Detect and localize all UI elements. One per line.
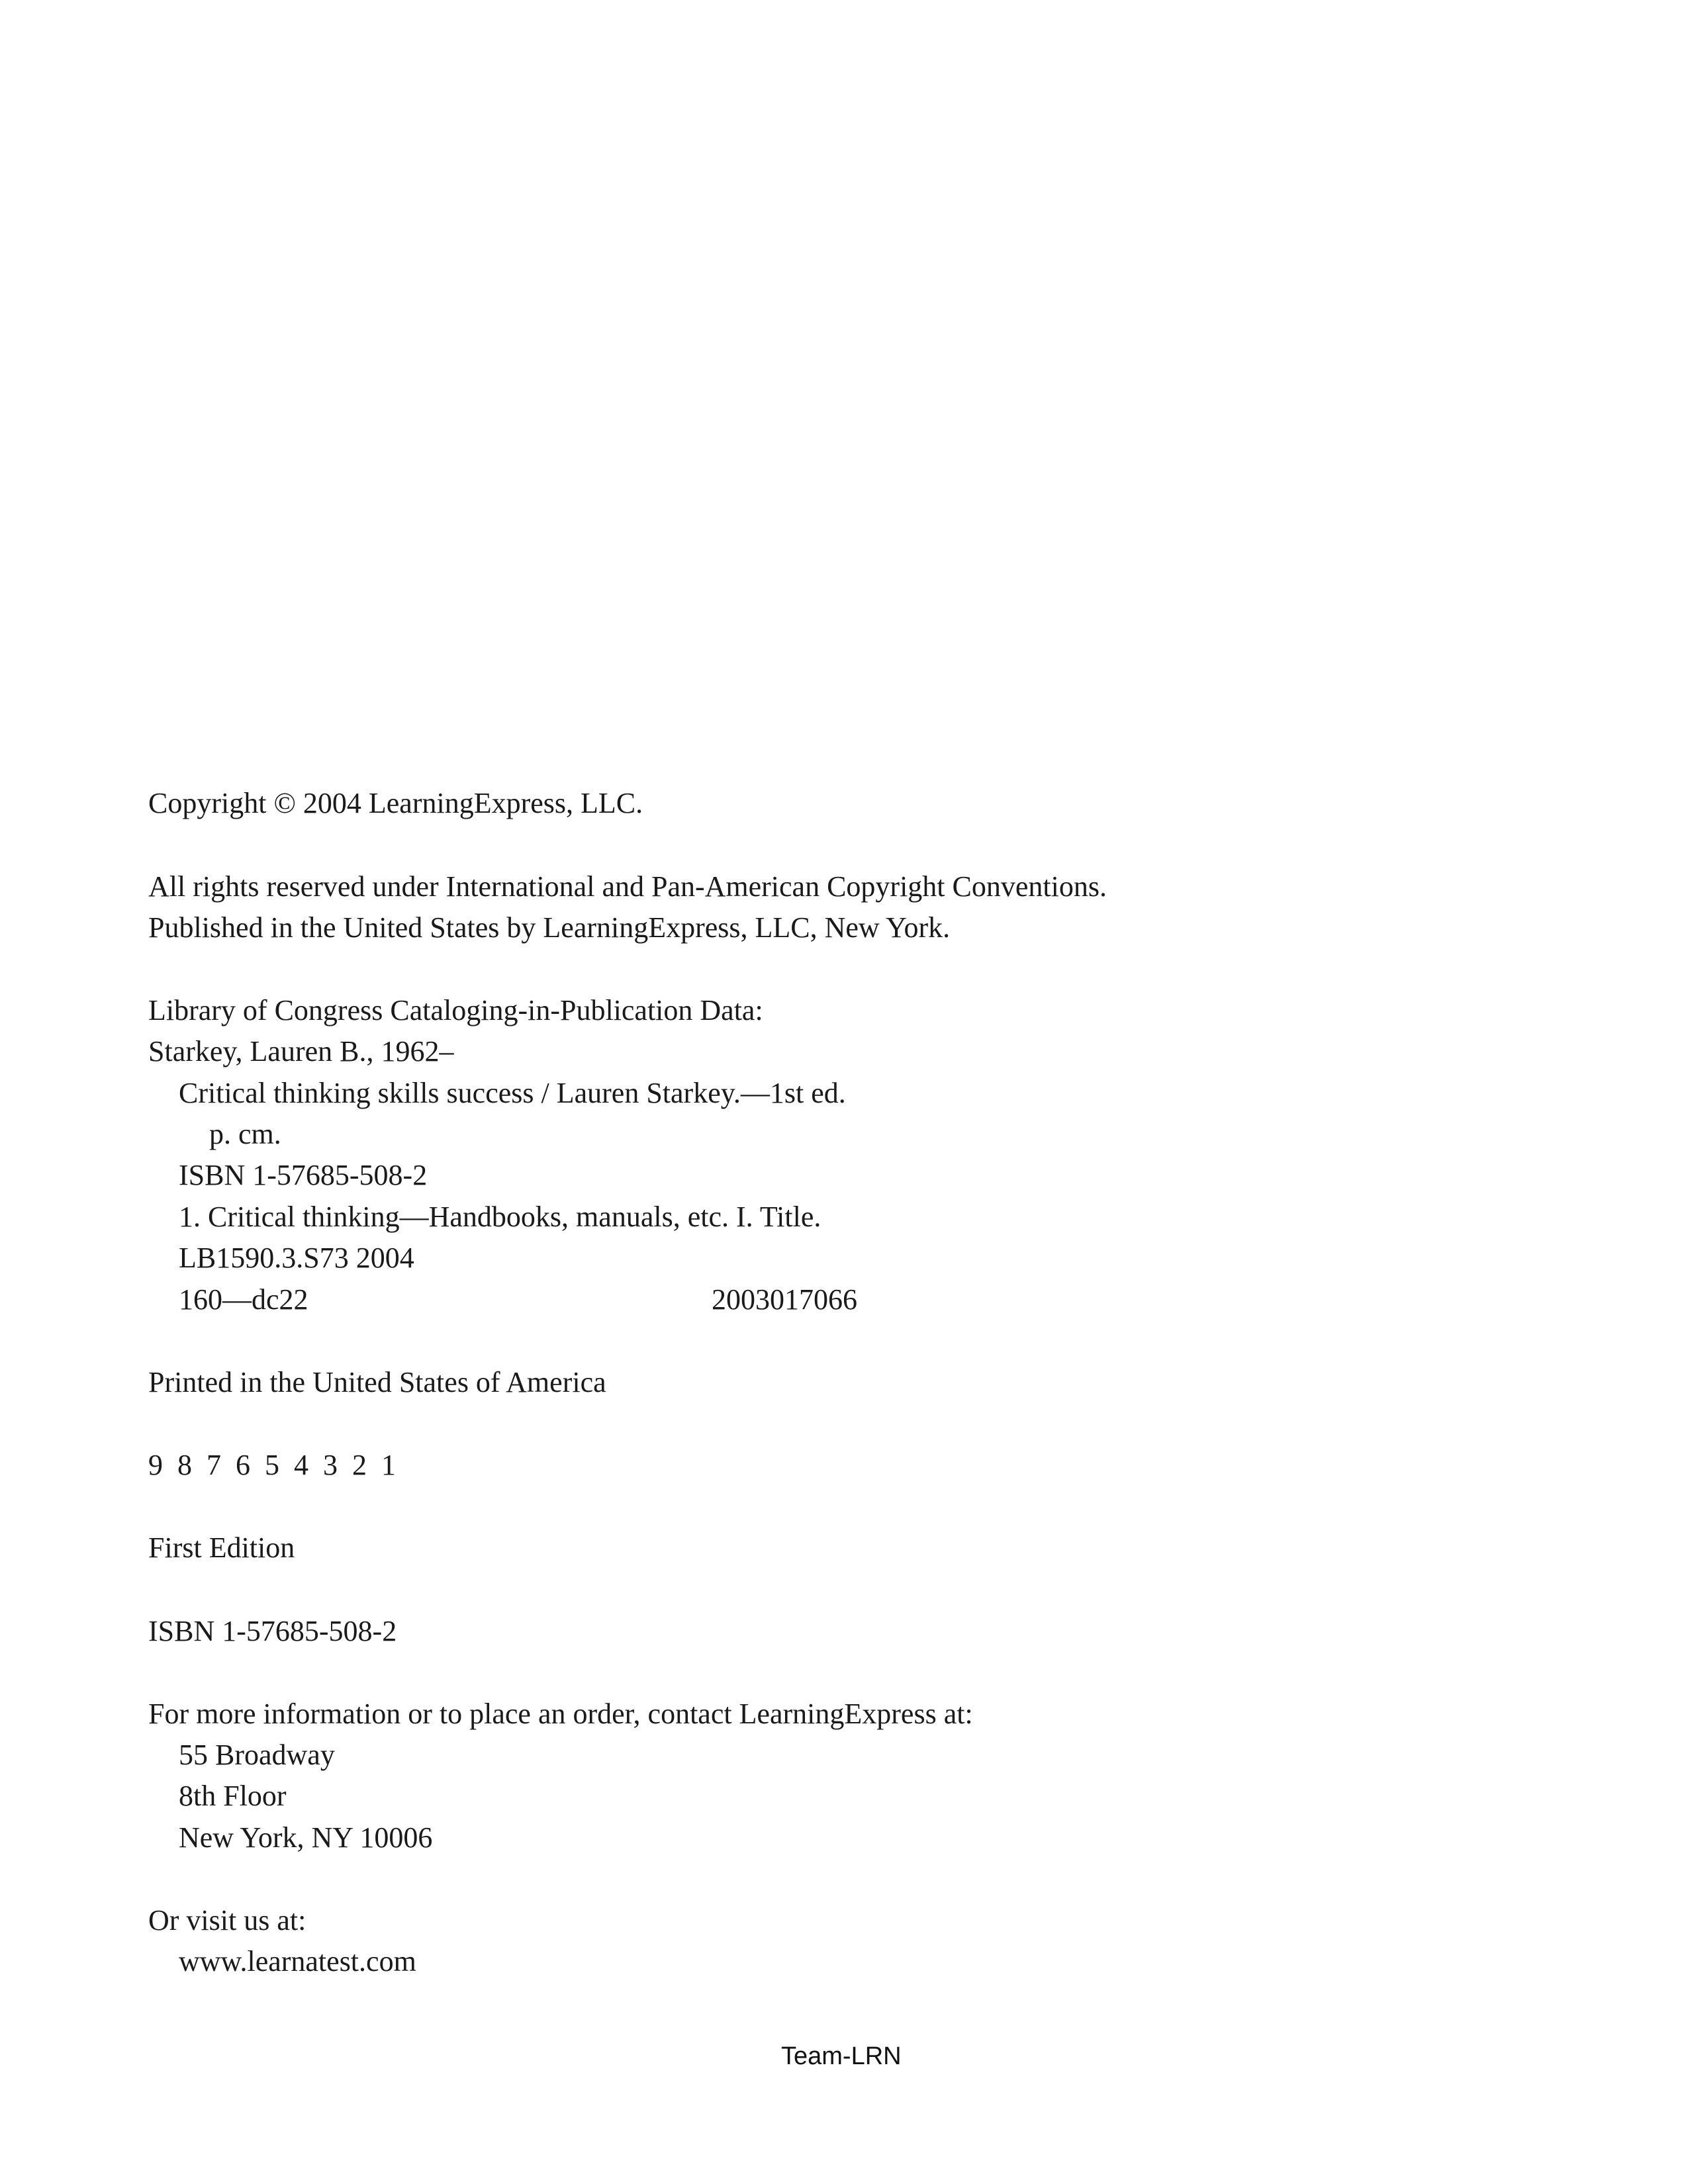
copyright-line: Copyright © 2004 LearningExpress, LLC. (148, 787, 643, 819)
published-line: Published in the United States by LearningExpress, LLC, New York. (148, 911, 951, 944)
address-city: New York, NY 10006 (179, 1821, 433, 1854)
cip-lc-class: LB1590.3.S73 2004 (179, 1242, 414, 1274)
edition-line: First Edition (148, 1531, 295, 1564)
address-floor: 8th Floor (179, 1780, 287, 1812)
cip-pages: p. cm. (209, 1118, 281, 1150)
cip-title: Critical thinking skills success / Lauren Starkey.—1st ed. (179, 1077, 846, 1109)
cip-isbn: ISBN 1-57685-508-2 (179, 1159, 428, 1191)
website-url: www.learnatest.com (179, 1945, 416, 1978)
cip-author: Starkey, Lauren B., 1962– (148, 1035, 454, 1068)
address-street: 55 Broadway (179, 1739, 335, 1771)
printed-in-line: Printed in the United States of America (148, 1366, 606, 1398)
footer-watermark: Team-LRN (781, 2042, 902, 2070)
contact-intro: For more information or to place an order, contact LearningExpress at: (148, 1698, 973, 1730)
cip-lccn: 2003017066 (712, 1283, 857, 1316)
cip-heading: Library of Congress Cataloging-in-Publication Data: (148, 994, 763, 1026)
cip-subject: 1. Critical thinking—Handbooks, manuals, etc. I. Title. (179, 1201, 821, 1233)
rights-reserved-line: All rights reserved under International and Pan-American Copyright Conventions. (148, 870, 1107, 903)
visit-intro: Or visit us at: (148, 1904, 306, 1936)
print-line-numbers: 9 8 7 6 5 4 3 2 1 (148, 1449, 396, 1481)
isbn-line: ISBN 1-57685-508-2 (148, 1615, 397, 1647)
cip-dewey: 160—dc22 (179, 1283, 308, 1316)
